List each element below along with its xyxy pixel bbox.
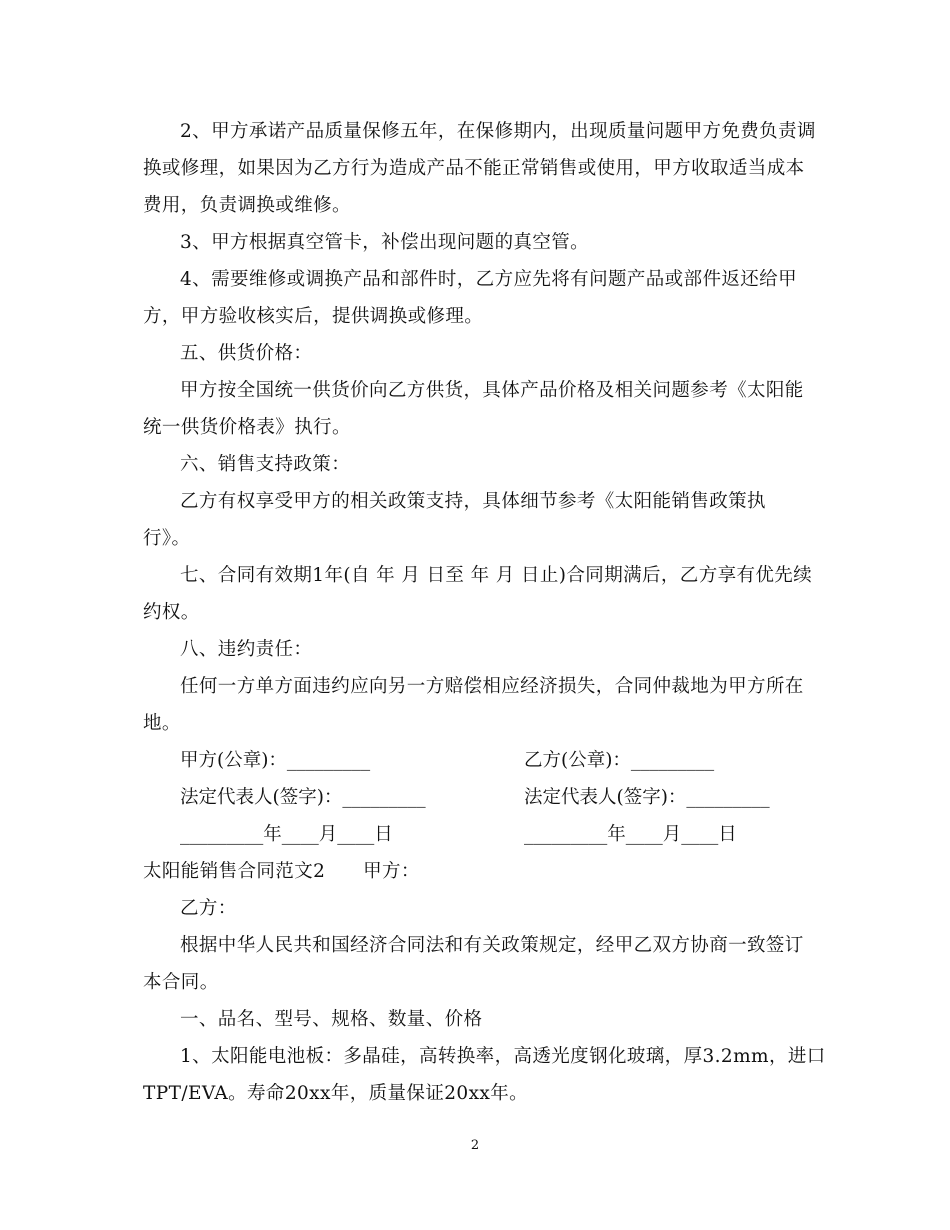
text-line: 乙方有权享受甲方的相关政策支持，具体细节参考《太阳能销售政策执 (180, 491, 766, 512)
text-line: 4、需要维修或调换产品和部件时，乙方应先将有问题产品或部件返还给甲 (180, 269, 797, 290)
text-line: 统一供货价格表》执行。 (143, 417, 351, 438)
party-b-seal: 乙方(公章)：_________ (524, 750, 715, 771)
text-line: 费用，负责调换或维修。 (143, 195, 351, 216)
contract-title: 太阳能销售合同范文2 甲方： (143, 861, 420, 882)
party-a-representative: 法定代表人(签字)：_________ (180, 787, 426, 808)
text-line: 2、甲方承诺产品质量保修五年，在保修期内，出现质量问题甲方免费负责调 (180, 121, 816, 142)
section-heading: 六、销售支持政策： (180, 454, 351, 475)
text-line: 行》。 (143, 528, 191, 549)
text-line: 乙方： (180, 898, 237, 919)
text-line: 方，甲方验收核实后，提供调换或修理。 (143, 306, 484, 327)
text-line: 任何一方单方面违约应向另一方赔偿相应经济损失，合同仲裁地为甲方所在 (180, 676, 804, 697)
text-line: 3、甲方根据真空管卡，补偿出现问题的真空管。 (180, 232, 590, 253)
party-b-representative: 法定代表人(签字)：_________ (524, 787, 770, 808)
party-a-date: _________年____月____日 (180, 824, 393, 845)
party-a-seal: 甲方(公章)：_________ (180, 750, 371, 771)
section-heading: 一、品名、型号、规格、数量、价格 (180, 1009, 483, 1030)
section-heading: 八、违约责任： (180, 639, 313, 660)
text-line: 七、合同有效期1年(自 年 月 日至 年 月 日止)合同期满后，乙方享有优先续 (180, 565, 813, 586)
text-line: 约权。 (143, 602, 200, 623)
text-line: TPT/EVA。寿命20xx年，质量保证20xx年。 (143, 1083, 529, 1104)
text-line: 地。 (143, 713, 181, 734)
text-line: 本合同。 (143, 972, 219, 993)
text-line: 甲方按全国统一供货价向乙方供货，具体产品价格及相关问题参考《太阳能 (180, 380, 804, 401)
section-heading: 五、供货价格： (180, 343, 313, 364)
text-line: 1、太阳能电池板：多晶硅，高转换率，高透光度钢化玻璃，厚3.2mm，进口 (180, 1046, 826, 1067)
party-b-date: _________年____月____日 (524, 824, 737, 845)
page-number: 2 (470, 1138, 480, 1153)
text-line: 根据中华人民共和国经济合同法和有关政策规定，经甲乙双方协商一致签订 (180, 935, 804, 956)
text-line: 换或修理，如果因为乙方行为造成产品不能正常销售或使用，甲方收取适当成本 (143, 158, 805, 179)
